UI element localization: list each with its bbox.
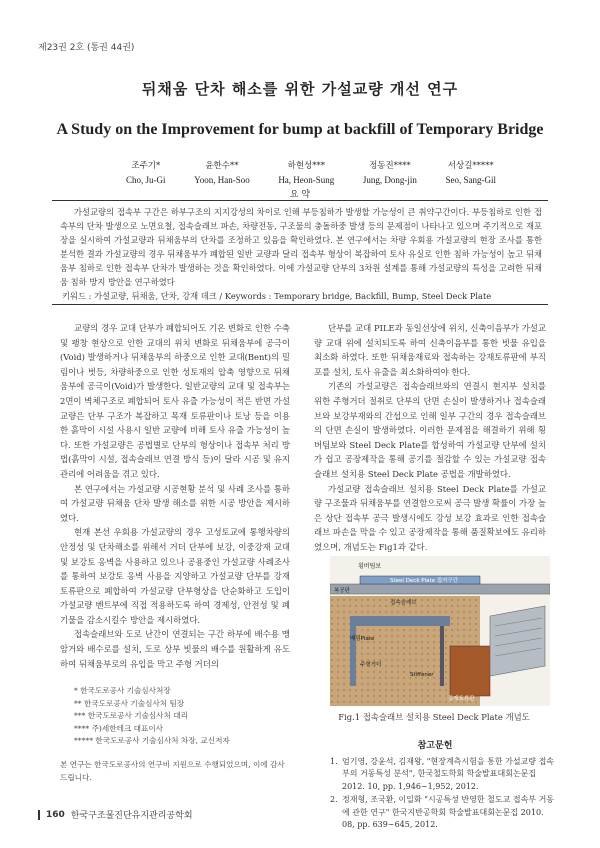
author-list — [126, 159, 496, 187]
body-paragraph: 현재 본선 우회용 가설교량의 경우 고성토교에 통행차량의 안정성 및 단차해소를 위해서 거더 단부에 보강, 이중강재 교대 및 보강토 옹벽을 사용하고 있으나 공용중인 가설교량 사례조사를 통하여 보강토 옹벽 사용을 지양하고 가설교량 단부를 강재토류판으로 폐합하여 가설교량 단부형상을 단순화하고 도입이 가설교량 벤트부에 직접 적용하도록 하여 경제성, 안전성 및 폐기물을 감소시킬수 방안을 제시하였다. — [60, 527, 290, 625]
author — [278, 159, 334, 187]
body-paragraph: 기존의 가설교량은 접속슬래브와의 연결시 현지부 설치를 위한 주형거더 절취로 단부의 단면 손실이 발생하거나 접속슬래브와 보강부재와의 간섭으로 인해 일부 구간의 경우 접속슬래브의 단면 손실이 발생하였다. 이러한 문제점을 해결하기 위해 횡버팀보와 Steel Deck Plate를 합성하여 가설교량 단부에 설치가 쉽고 공장제작을 통해 공기를 절감할 수 있는 가설교량 접속슬래브 설치용 Steel Deck Plate 공법을 개발하였다. — [314, 381, 546, 479]
divider — [52, 304, 548, 305]
author-name-ko: 조주기* — [131, 161, 161, 171]
figure-caption: Fig.1 접속슬래브 설치용 Steel Deck Plate 개념도 — [338, 712, 530, 722]
page-footer — [38, 808, 193, 821]
abstract-heading: 요 약 — [289, 190, 311, 200]
steel-deck-plate-diagram — [330, 556, 550, 706]
reference-item — [330, 756, 556, 793]
figure-label: 횡버팀보 — [358, 563, 382, 570]
body-paragraph: 교량의 경우 교대 단부가 폐합되어도 기온 변화로 인한 수축 및 팽창 현상으로 인한 교대의 위치 변화로 뒤채움부에 공극이(Void) 발생하거나 뒤채움부의 하중으로 인한 교대(Bent)의 밀림이나 벗등, 차량하중으로 인한 성토재의 압축 영향으로 뒤채움부에 공극이(Void)가 발생한다. 일반교량의 교대 및 접속부는 2면이 벽체구조로 폐합되어 토사 유출 가능성이 적은 반면 가설교량은 단부 구조가 복잡하고 목재 토류판이나 토낭 등을 이용한 흙막이 시설 사용시 일반 교량에 비해 토사 유출 가능성이 높다. 또한 가설교량은 공법별로 단부의 형상이나 접속부 처리 방법(흙막이 시설, 접속슬래브 연결 방식 등)이 달라 시공 및 유지관리에 어려움을 겪고 있다. — [60, 323, 290, 479]
author — [446, 159, 497, 187]
author-affiliations — [60, 685, 290, 748]
paper-title-english: A Study on the Improvement for bump at backfill of Temporary Bridge — [56, 121, 544, 138]
figure-label: Steel Deck Plate 접지구간 — [390, 578, 459, 584]
author — [194, 159, 250, 187]
funding-note: 본 연구는 한국도로공사의 연구비 지원으로 수행되었으며, 이에 감사드립니다. — [60, 760, 285, 782]
reference-item — [330, 794, 556, 831]
figure-label: 복공판 — [334, 588, 350, 594]
paper-title-korean: 뒤채움 단차 해소를 위한 가설교량 개선 연구 — [141, 80, 459, 98]
author-name-ko: 정동진**** — [369, 161, 411, 171]
body-paragraph: 본 연구에서는 가설교량 시공현황 분석 및 사례 조사를 통하여 가설교량 뒤채움 단차 발생 해소를 위한 시공 방안을 제시하였다. — [60, 483, 290, 523]
divider — [52, 200, 548, 201]
author-name-en: Yoon, Han-Soo — [194, 175, 250, 185]
references-heading: 참고문헌 — [417, 741, 453, 751]
footnote: ***** 한국도로공사 기술심사처 차장, 교신저자 — [74, 736, 230, 746]
figure-1 — [330, 556, 550, 706]
keywords: 키워드 : 가설교량, 뒤채움, 단차, 강재 데크 / Keywords : Temporary bridge, Backfill, Bump, Steel Deck Plate — [62, 291, 492, 301]
author-name-en: Cho, Ju-Gi — [126, 175, 166, 185]
reference-number: 1. — [330, 757, 338, 766]
body-column-left — [60, 321, 290, 671]
footnote: ** 한국도로공사 기술심사처 팀장 — [74, 698, 185, 708]
footnote: * 한국도로공사 기술심사처장 — [74, 686, 171, 695]
author-name-en: Ha, Heon-Sung — [278, 175, 335, 185]
author — [126, 159, 166, 187]
figure-label: 주형거더 — [360, 662, 382, 668]
body-column-right — [314, 321, 546, 555]
figure-label: 배림Plate — [350, 636, 375, 642]
author-name-en: Seo, Sang-Gil — [445, 175, 496, 185]
journal-name: 한국구조물진단유지관리공학회 — [70, 811, 193, 821]
reference-text: 정재형, 조국환, 이일화 "시공특성 반영한 철도교 접속부 거동에 관한 연구" 한국지반공학회 학술발표대회논문집 2010. 08, pp. 639∼645, 2012. — [342, 795, 555, 830]
journal-volume: 제23권 2호 (통권 44권) — [38, 43, 135, 53]
abstract-text: 가설교량의 접속부 구간은 하부구조의 지지강성의 차이로 인해 부등침하가 발생할 가능성이 큰 취약구간이다. 부등침하로 인한 접속부의 단차 발생으로 노면요철, 접속슬래브 파손, 차량전동, 구조물의 충돌하중 발생 등의 문제점이 나타나고 있으며 주기적으로 재포장을 실시하여 가설교량과 뒤채움부의 단차를 조정하고 있음을 확인하였다. 본 연구에서는 차량 우회용 가설교량의 현장 조사를 통한 분석한 결과 가설교량의 경우 뒤채움부가 폐합된 일반 교량과 달리 접속부 형상이 복잡하여 토사 유실로 인한 침하 가능성이 높고 뒤채움부 침하로 인한 접속부 단차가 발생하는 것을 확인하였다. 이에 가설교량 단부의 3차원 설계를 통해 가설교량의 특성을 고려한 뒤채움 침하 방지 방안을 연구하였다 — [60, 207, 542, 287]
figure-label: 접속슬래브 — [390, 600, 417, 606]
author-name-ko: 서상길***** — [447, 161, 494, 171]
figure-label: 강재토류판 — [448, 696, 475, 702]
reference-text: 엄기영, 강윤석, 김재왕, "현장계측시험을 통한 가설교량 접속부의 거동특성 분석", 한국철도학회 학술발표대회논문집 2012. 10, pp. 1,946∼1,952, 2012. — [342, 757, 555, 791]
author-name-en: Jung, Dong-jin — [362, 175, 417, 185]
page-number: 160 — [38, 810, 65, 820]
body-paragraph: 가설교량 접속슬래브 설치용 Steel Deck Plate를 가설교량 구조물과 뒤채움부를 연결함으로써 공극 발생 확률이 가장 높은 상단 접속부 공극 발생시에도 강성 보강 효과로 인한 접속슬래브 파손을 막을 수 있고 공장제작을 통해 품질확보에도 유리하였으며, 개념도는 Fig1과 같다. — [314, 483, 546, 552]
footnote: *** 한국도로공사 기술심사처 대리 — [74, 711, 188, 721]
reference-list — [330, 756, 556, 832]
author-name-ko: 윤한수** — [205, 161, 239, 171]
body-paragraph: 단부를 교대 PILE과 동일선상에 위치, 신축이음부가 가설교량 교대 위에 설치되도록 하여 신축이음부를 통한 빗물 유입을 최소화 하였다. 또한 뒤채움재료와 접속하는 강재토류판에 부직포를 설치, 토사 유출을 최소화하여야 한다. — [314, 323, 546, 377]
figure-label: Stiffener — [410, 672, 434, 678]
footnote: **** 주)세한테크 대표이사 — [74, 723, 163, 733]
reference-number: 2. — [330, 795, 338, 805]
author — [363, 159, 417, 187]
body-paragraph: 접속슬래브와 도로 난간이 연결되는 구간 하부에 배수용 맹암거와 배수로를 설치, 도로 상부 빗물의 배수를 원활하게 유도하여 뒤채움부로의 유입을 막고 주형 거더의 — [60, 629, 290, 669]
author-name-ko: 하현성*** — [287, 161, 325, 171]
